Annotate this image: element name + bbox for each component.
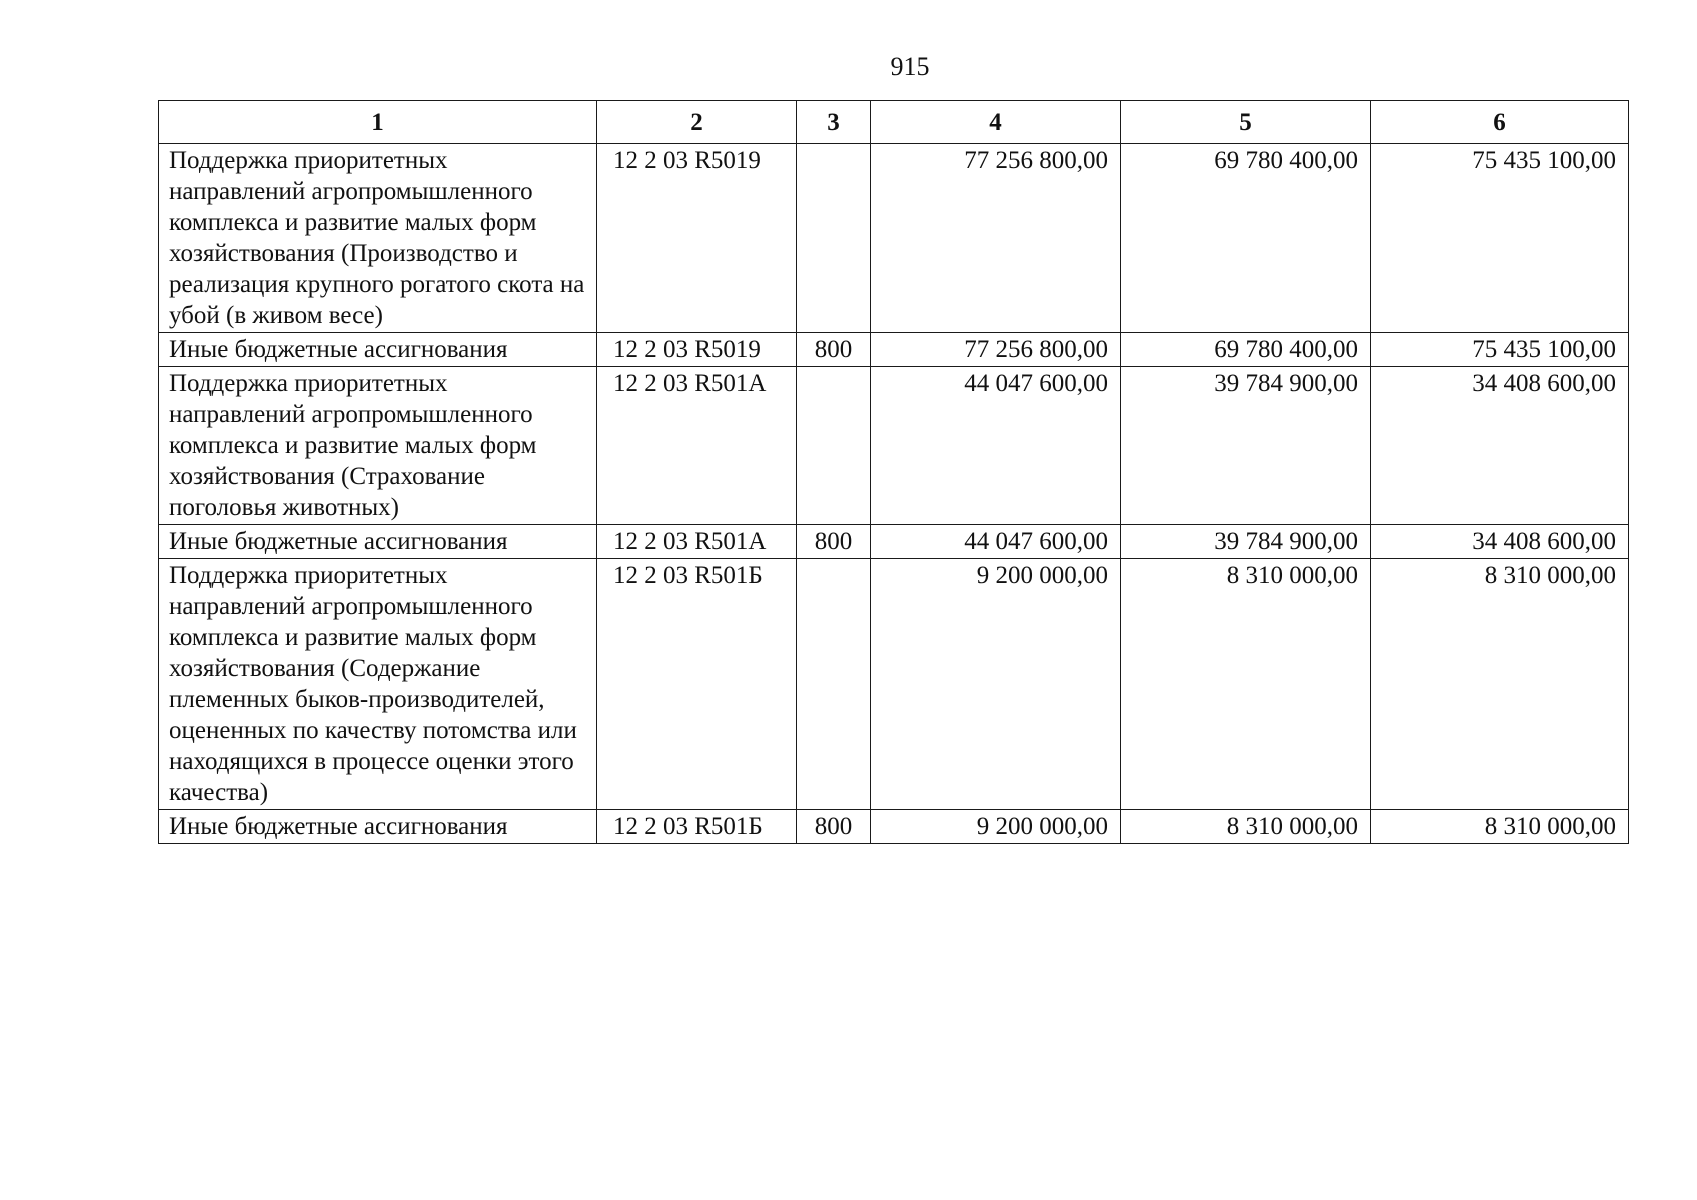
header-col-5: 5 <box>1121 101 1371 144</box>
row-code: 12 2 03 R501А <box>597 525 797 559</box>
row-amount-col-6: 34 408 600,00 <box>1371 367 1629 525</box>
header-col-2: 2 <box>597 101 797 144</box>
table-row <box>159 367 1629 525</box>
row-name: Иные бюджетные ассигнования <box>159 333 597 367</box>
row-code: 12 2 03 R5019 <box>597 144 797 333</box>
page-number: 915 <box>890 52 930 81</box>
row-expense-type: 800 <box>797 810 871 844</box>
row-code: 12 2 03 R501Б <box>597 559 797 810</box>
row-expense-type <box>797 367 871 525</box>
row-name: Иные бюджетные ассигнования <box>159 810 597 844</box>
row-amount-col-6: 75 435 100,00 <box>1371 333 1629 367</box>
row-amount-col-4: 44 047 600,00 <box>871 525 1121 559</box>
row-amount-col-5: 8 310 000,00 <box>1121 559 1371 810</box>
row-amount-col-6: 34 408 600,00 <box>1371 525 1629 559</box>
table-row <box>159 525 1629 559</box>
row-amount-col-5: 8 310 000,00 <box>1121 810 1371 844</box>
row-name: Поддержка приоритетных направлений агропромышленного комплекса и развитие малых форм хозяйствования (Содержание племенных быков-производителей, оцененных по качеству потомства или находящихся в процессе оценки этого качества) <box>159 559 597 810</box>
row-expense-type: 800 <box>797 333 871 367</box>
table-row <box>159 559 1629 810</box>
row-amount-col-4: 9 200 000,00 <box>871 810 1121 844</box>
table-header <box>159 101 1629 144</box>
row-amount-col-5: 39 784 900,00 <box>1121 525 1371 559</box>
header-col-4: 4 <box>871 101 1121 144</box>
budget-table <box>158 100 1629 844</box>
table-row <box>159 333 1629 367</box>
row-name: Иные бюджетные ассигнования <box>159 525 597 559</box>
row-amount-col-6: 8 310 000,00 <box>1371 559 1629 810</box>
row-amount-col-5: 69 780 400,00 <box>1121 144 1371 333</box>
header-row <box>159 101 1629 144</box>
row-amount-col-4: 44 047 600,00 <box>871 367 1121 525</box>
row-expense-type <box>797 144 871 333</box>
row-amount-col-5: 39 784 900,00 <box>1121 367 1371 525</box>
table-row <box>159 144 1629 333</box>
row-amount-col-6: 75 435 100,00 <box>1371 144 1629 333</box>
header-col-6: 6 <box>1371 101 1629 144</box>
row-amount-col-5: 69 780 400,00 <box>1121 333 1371 367</box>
row-amount-col-4: 77 256 800,00 <box>871 144 1121 333</box>
row-code: 12 2 03 R501Б <box>597 810 797 844</box>
row-amount-col-6: 8 310 000,00 <box>1371 810 1629 844</box>
row-amount-col-4: 9 200 000,00 <box>871 559 1121 810</box>
header-col-1: 1 <box>159 101 597 144</box>
row-name: Поддержка приоритетных направлений агропромышленного комплекса и развитие малых форм хозяйствования (Производство и реализация крупного рогатого скота на убой (в живом весе) <box>159 144 597 333</box>
header-col-3: 3 <box>797 101 871 144</box>
row-code: 12 2 03 R5019 <box>597 333 797 367</box>
row-expense-type: 800 <box>797 525 871 559</box>
row-amount-col-4: 77 256 800,00 <box>871 333 1121 367</box>
row-expense-type <box>797 559 871 810</box>
table-row <box>159 810 1629 844</box>
row-code: 12 2 03 R501А <box>597 367 797 525</box>
row-name: Поддержка приоритетных направлений агропромышленного комплекса и развитие малых форм хозяйствования (Страхование поголовья животных) <box>159 367 597 525</box>
